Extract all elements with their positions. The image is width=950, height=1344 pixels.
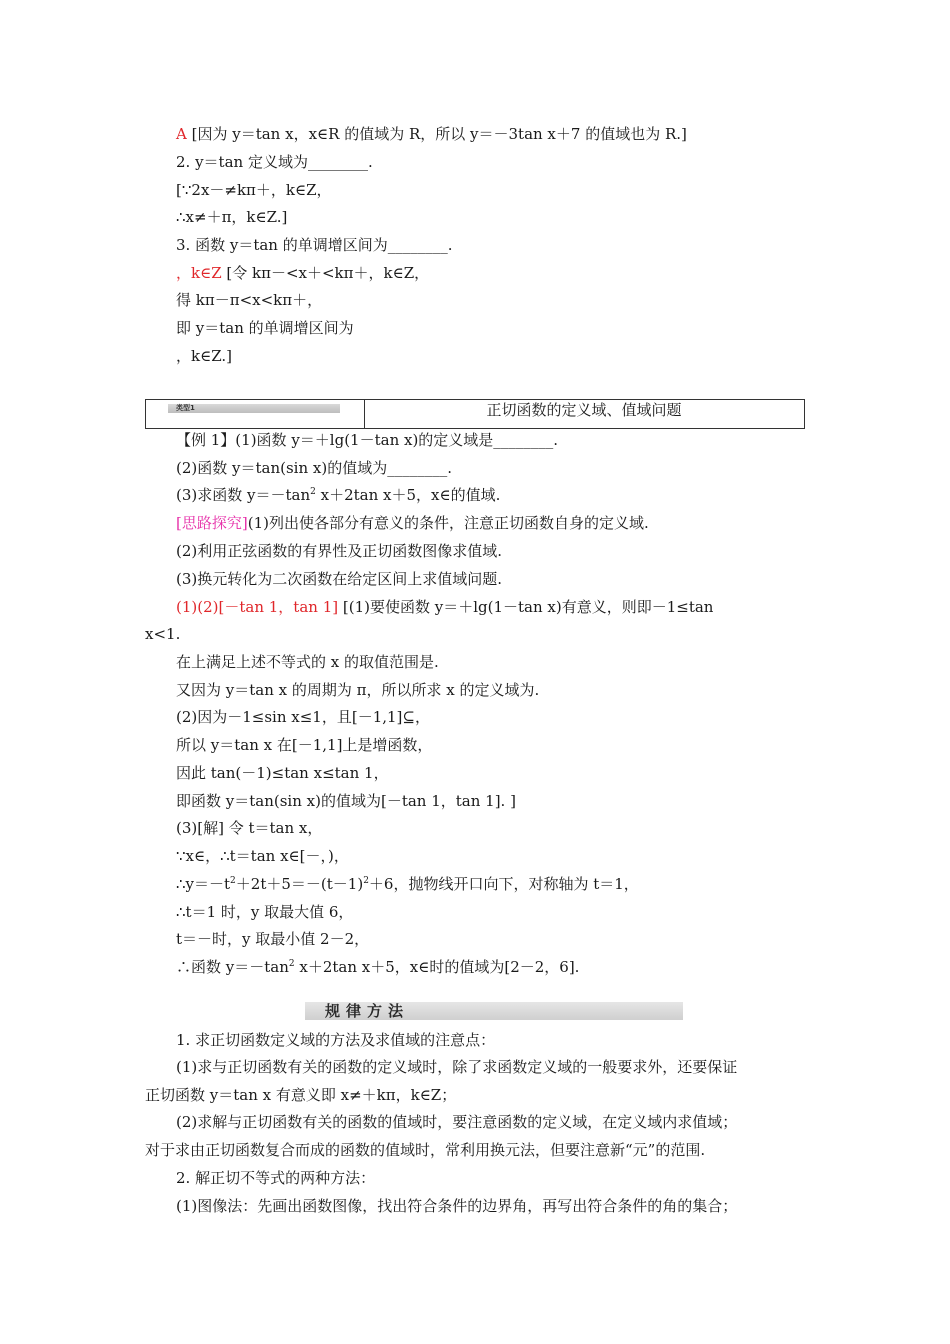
text-line-l03	[176, 180, 332, 200]
text-line-l10	[176, 430, 558, 450]
text-line-l14	[176, 541, 502, 561]
text-run: ，k∈Z	[176, 264, 222, 282]
text-run: 得 kπ－π<x<kπ＋，	[176, 291, 323, 309]
text-run: ∴y＝－t	[176, 875, 231, 893]
method-section-title: 规律方法	[325, 1002, 410, 1020]
text-run: [(1)要使函数 y＝＋lg(1－tan x)有意义，则即－1≤tan	[338, 598, 714, 616]
text-run: x＋2tan x＋5，x∈时的值域为[2－2，6].	[294, 958, 580, 976]
text-run: 对于求由正切函数复合而成的函数的值域时，常利用换元法，但要注意新“元”的范围.	[145, 1141, 706, 1159]
text-run: 2. 解正切不等式的两种方法：	[176, 1169, 376, 1187]
text-run: (2)函数 y＝tan(sin x)的值域为________.	[176, 459, 452, 477]
text-line-l05	[176, 235, 453, 255]
text-line-l23	[176, 791, 516, 811]
text-line-l19	[176, 680, 539, 700]
text-line-l34	[145, 1140, 705, 1160]
text-line-l04	[176, 207, 287, 227]
text-line-l08	[176, 318, 354, 338]
text-run: A	[176, 125, 192, 143]
text-run: ＋2t＋5＝－(t－1)	[235, 875, 364, 893]
text-run: (3)换元转化为二次函数在给定区间上求值域问题.	[176, 570, 503, 588]
text-run: ∴函数 y＝－tan	[176, 958, 289, 976]
text-line-l36	[176, 1196, 737, 1216]
text-line-l09	[176, 346, 232, 366]
text-line-l18	[176, 652, 439, 672]
text-run: 2	[230, 876, 236, 886]
text-line-l30	[176, 1030, 495, 1050]
text-run: 又因为 y＝tan x 的周期为 π，所以所求 x 的定义域为.	[176, 681, 540, 699]
text-run: (1)图像法：先画出函数图像，找出符合条件的边界角，再写出符合条件的角的集合；	[176, 1197, 738, 1215]
text-line-l20	[176, 707, 430, 727]
text-run: [思路探究]	[176, 514, 248, 532]
text-line-l31	[176, 1057, 737, 1077]
text-run: t＝－时，y 取最小值 2－2，	[176, 930, 370, 948]
type-tag: 类型1	[176, 404, 195, 412]
text-run: 所以 y＝tan x 在[－1,1]上是增函数，	[176, 736, 433, 754]
text-run: 即 y＝tan 的单调增区间为	[176, 319, 354, 337]
text-run: [∵2x－≠kπ＋，k∈Z，	[176, 181, 332, 199]
text-run: 1. 求正切函数定义域的方法及求值域的注意点：	[176, 1031, 496, 1049]
text-line-l35	[176, 1168, 375, 1188]
text-run: (1)(2)[－tan 1，tan 1]	[176, 598, 339, 616]
text-run: ∴t＝1 时，y 取最大值 6，	[176, 903, 354, 921]
type-heading-box	[145, 399, 805, 429]
text-run: ∵x∈，∴t＝tan x∈[－，)，	[176, 847, 349, 865]
text-run: (3)[解] 令 t＝tan x，	[176, 819, 323, 837]
text-run: 3. 函数 y＝tan 的单调增区间为________.	[176, 236, 453, 254]
text-line-l33	[176, 1112, 737, 1132]
method-section-bar	[305, 1002, 683, 1020]
text-run: (2)因为－1≤sin x≤1，且[－1,1]⊆，	[176, 708, 430, 726]
text-line-l26	[176, 874, 639, 894]
text-run: (2)利用正弦函数的有界性及正切函数图像求值域.	[176, 542, 503, 560]
text-line-l15	[176, 569, 502, 589]
text-run: 即函数 y＝tan(sin x)的值域为[－tan 1，tan 1]. ]	[176, 792, 516, 810]
text-line-l06	[176, 263, 429, 283]
text-line-l28	[176, 929, 369, 949]
text-line-l01	[176, 124, 687, 144]
text-line-l16	[176, 597, 713, 617]
text-line-l21	[176, 735, 432, 755]
text-run: 2	[288, 959, 295, 969]
text-run: 在上满足上述不等式的 x 的取值范围是.	[176, 653, 439, 671]
text-line-l29	[176, 957, 579, 977]
type-title: 正切函数的定义域、值域问题	[486, 401, 682, 419]
text-run: 【例 1】(1)函数 y＝＋lg(1－tan x)的定义域是________.	[176, 431, 559, 449]
text-run: 因此 tan(－1)≤tan x≤tan 1，	[176, 764, 389, 782]
text-line-l22	[176, 763, 389, 783]
text-run: [因为 y＝tan x，x∈R 的值域为 R，所以 y＝－3tan x＋7 的值域也为 R.]	[191, 125, 687, 143]
text-run: (2)求解与正切函数有关的函数的值域时，要注意函数的定义域，在定义域内求值域；	[176, 1113, 738, 1131]
text-line-l17	[145, 624, 180, 644]
text-line-l25	[176, 846, 349, 866]
text-line-l32	[145, 1085, 456, 1105]
type-label-bar	[168, 404, 340, 413]
type-label-cell	[146, 400, 365, 428]
text-run: x<1.	[145, 625, 181, 643]
text-run: [令 kπ－<x＋<kπ＋，k∈Z，	[221, 264, 430, 282]
text-line-l07	[176, 290, 322, 310]
text-run: ∴x≠＋π，k∈Z.]	[176, 208, 288, 226]
text-run: 2	[363, 876, 369, 886]
text-run: 正切函数 y＝tan x 有意义即 x≠＋kπ，k∈Z；	[145, 1086, 457, 1104]
text-run: x＋2tan x＋5，x∈的值域.	[315, 486, 501, 504]
text-line-l13	[176, 513, 649, 533]
text-run: ，k∈Z.]	[176, 347, 232, 365]
text-line-l12	[176, 485, 500, 505]
text-line-l11	[176, 458, 452, 478]
text-run: (1)列出使各部分有意义的条件，注意正切函数自身的定义域.	[247, 514, 649, 532]
text-line-l02	[176, 152, 373, 172]
text-run: (3)求函数 y＝－tan	[176, 486, 311, 504]
text-line-l27	[176, 902, 353, 922]
text-run: ＋6，抛物线开口向下，对称轴为 t＝1，	[368, 875, 639, 893]
text-run: 2	[310, 487, 316, 497]
text-run: 2. y＝tan 定义域为________.	[176, 153, 373, 171]
text-line-l24	[176, 818, 322, 838]
text-run: (1)求与正切函数有关的函数的定义域时，除了求函数定义域的一般要求外，还要保证	[176, 1058, 738, 1076]
